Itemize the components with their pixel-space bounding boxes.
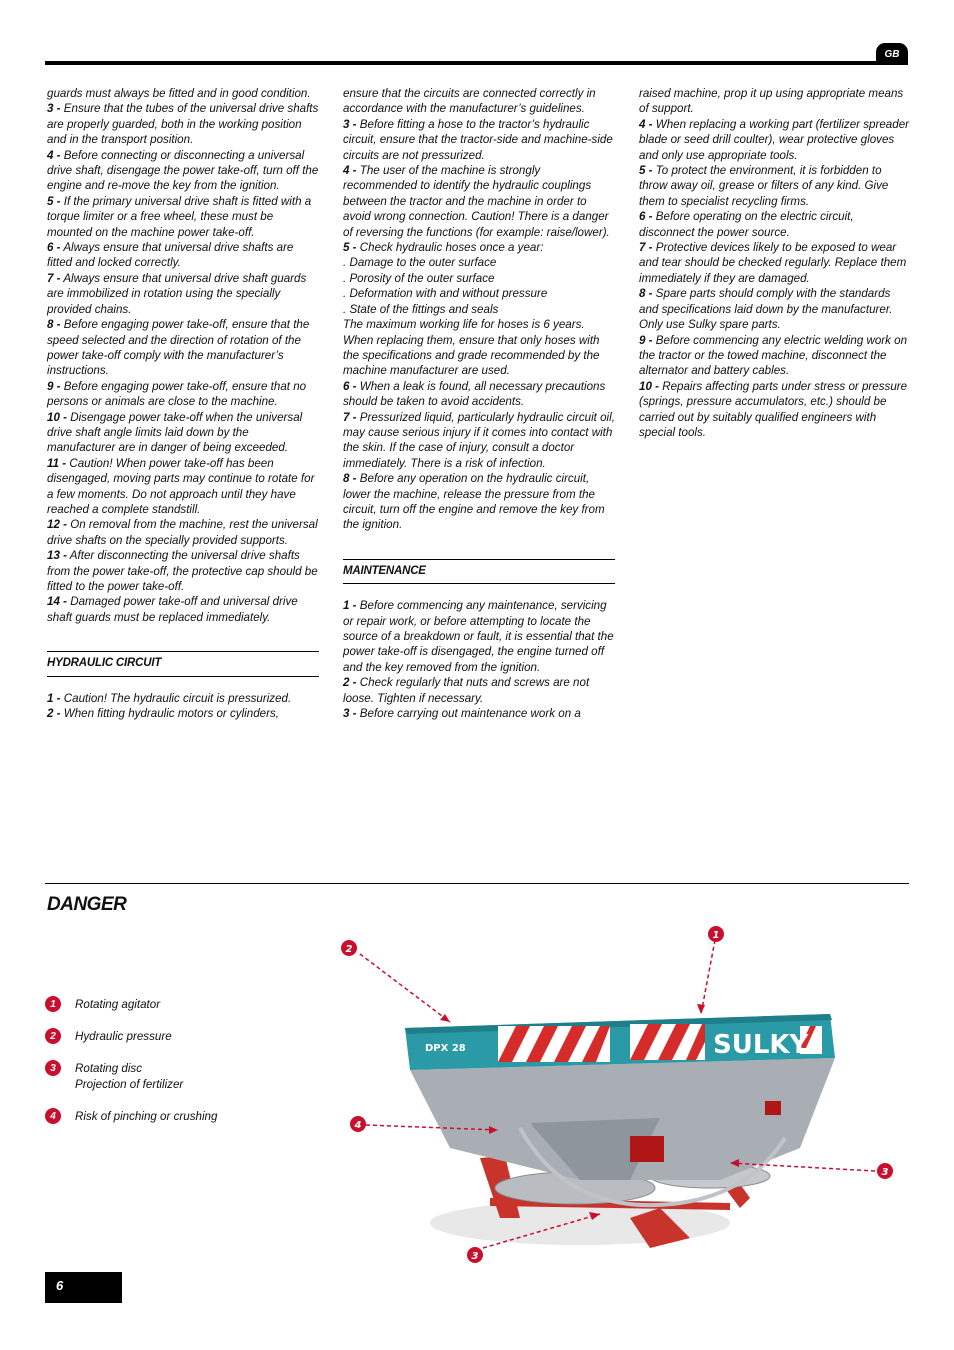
arrow-head (697, 1004, 705, 1014)
item-number: 8 - (639, 287, 653, 301)
paragraph (639, 117, 911, 163)
paragraph (47, 548, 319, 594)
item-number: 3 - (343, 117, 357, 131)
item-text: ensure that the circuits are connected correctly in accordance with the manufacturer’s guidelines. (343, 87, 596, 116)
item-text: Damaged power take-off and universal drive shaft guards must be replaced immediately. (47, 595, 298, 624)
item-number: 4 - (639, 117, 653, 131)
item-number: 1 - (343, 599, 357, 613)
paragraph (639, 163, 911, 209)
col3-items (639, 86, 911, 440)
item-text: Repairs affecting parts under stress or pressure (springs, pressure accumulators, etc.) should be carried out by suitably qualified engineers with special tools. (639, 379, 908, 439)
danger-rule (45, 883, 909, 884)
item-text: Check hydraulic hoses once a year: (359, 241, 544, 255)
paragraph (343, 317, 615, 379)
item-text: Disengage power take-off when the universal drive shaft angle limits laid down by the manufacturer are in danger of being exceeded. (47, 410, 303, 455)
legend-text: Hydraulic pressure (75, 1030, 172, 1043)
paragraph (639, 379, 911, 441)
item-text: If the primary universal drive shaft is fitted with a torque limiter or a free wheel, these must be mounted on the machine power take-off. (47, 194, 312, 239)
column-2 (343, 86, 615, 721)
paragraph (47, 706, 319, 721)
paragraph (343, 471, 615, 533)
paragraph (47, 317, 319, 379)
item-text: Pressurized liquid, particularly hydraulic circuit oil, may cause serious injury if it comes into contact with the skin. If the case of injury, consult a doctor immediately. There is a risk of infection. (343, 410, 615, 470)
brand-logo: SULKY (713, 1030, 809, 1060)
column-1 (47, 86, 319, 721)
item-text: . State of the fittings and seals (343, 302, 499, 316)
callout-number: 3 (471, 1251, 479, 1262)
paragraph (639, 209, 911, 240)
item-text: . Porosity of the outer surface (343, 271, 495, 285)
paragraph (343, 86, 615, 117)
paragraph (343, 706, 615, 721)
paragraph (343, 302, 615, 317)
item-text: Always ensure that universal drive shaft guards are immobilized in rotation using the specially provided chains. (47, 271, 307, 316)
item-number: 2 - (47, 707, 61, 721)
legend-text: Risk of pinching or crushing (75, 1110, 218, 1123)
paragraph (343, 255, 615, 270)
item-text: guards must always be fitted and in good condition. (47, 87, 311, 100)
legend-text: Rotating agitator (75, 998, 161, 1011)
item-text: raised machine, prop it up using appropriate means of support. (639, 87, 904, 116)
callout-number: 3 (881, 1167, 889, 1178)
paragraph (47, 456, 319, 518)
paragraph (47, 410, 319, 456)
paragraph (639, 286, 911, 332)
paragraph (343, 410, 615, 472)
item-number: 4 - (343, 164, 357, 178)
col1-items (47, 86, 319, 625)
item-text: Before carrying out maintenance work on a (359, 707, 581, 721)
paragraph (343, 271, 615, 286)
item-text: Before any operation on the hydraulic circuit, lower the machine, release the pressure from the circuit, turn off the engine and remove the key from the ignition. (343, 472, 605, 532)
item-number: 6 - (343, 379, 357, 393)
item-text: After disconnecting the universal drive shafts from the power take-off, the protective cap should be fitted to the power take-off. (47, 549, 318, 593)
item-number: 13 - (47, 549, 67, 563)
paragraph (343, 117, 615, 163)
item-text: When replacing a working part (fertilizer spreader blade or seed drill coulter), wear protective gloves and only use appropriate tools. (639, 117, 910, 162)
legend-text: Rotating disc (75, 1062, 143, 1075)
callout-line (360, 954, 450, 1022)
paragraph (47, 148, 319, 194)
callout-line (701, 940, 715, 1014)
item-number: 9 - (47, 379, 61, 393)
model-label: DPX 28 (425, 1043, 466, 1054)
number-badge: 4 (45, 1108, 61, 1124)
tail-light (765, 1101, 781, 1115)
paragraph (47, 86, 319, 101)
item-text: Before connecting or disconnecting a universal drive shaft, disengage the power take-off, turn off the engine and re-move the key from the ignition. (47, 148, 319, 193)
item-text: . Damage to the outer surface (343, 256, 497, 270)
tail-light (630, 1136, 664, 1162)
item-number: 1 - (47, 691, 61, 705)
col2-items (343, 86, 615, 533)
paragraph (47, 517, 319, 548)
item-number: 8 - (47, 318, 61, 332)
paragraph (639, 86, 911, 117)
item-number: 5 - (343, 241, 357, 255)
number-badge: 1 (45, 996, 61, 1012)
item-text: When a leak is found, all necessary precautions should be taken to avoid accidents. (343, 379, 606, 409)
warning-panel-left (498, 1026, 610, 1062)
paragraph (47, 240, 319, 271)
legend-text-2: Projection of fertilizer (75, 1078, 184, 1091)
spreader-illustration (330, 918, 910, 1270)
paragraph (47, 691, 319, 706)
warning-panel-right (630, 1024, 705, 1060)
paragraph (47, 379, 319, 410)
item-number: 7 - (639, 241, 653, 255)
item-text: Before engaging power take-off, ensure that the speed selected and the direction of rotation of the power take-off comply with the manufacturer’s instructions. (47, 318, 310, 378)
paragraph (343, 163, 615, 240)
item-number: 10 - (47, 410, 67, 424)
paragraph (639, 333, 911, 379)
item-number: 7 - (343, 410, 357, 424)
item-text: The maximum working life for hoses is 6 years. When replacing them, ensure that only hoses with the specifications and grade recommended by the machine manufacturer are used. (343, 318, 600, 378)
column-3 (639, 86, 911, 440)
section-heading-hydraulic: HYDRAULIC CIRCUIT (47, 651, 319, 676)
page-number-box (45, 1272, 122, 1303)
item-number: 3 - (343, 707, 357, 721)
item-number: 2 - (343, 676, 357, 690)
item-text: Caution! When power take-off has been disengaged, moving parts may continue to rotate for a few moments. Do not approach until they have reached a complete standstill. (47, 456, 315, 516)
item-number: 12 - (47, 518, 67, 532)
number-badge: 2 (45, 1028, 61, 1044)
section-heading-maintenance: MAINTENANCE (343, 559, 615, 584)
callout-number: 4 (354, 1120, 362, 1131)
paragraph (47, 271, 319, 317)
paragraph (47, 594, 319, 625)
paragraph (343, 675, 615, 706)
item-text: Caution! The hydraulic circuit is pressurized. (63, 691, 292, 705)
paragraph (47, 101, 319, 147)
callout-number: 1 (712, 930, 720, 941)
paragraph (343, 240, 615, 255)
item-number: 8 - (343, 472, 357, 486)
item-number: 10 - (639, 379, 659, 393)
item-text: Before engaging power take-off, ensure that no persons or animals are close to the machine. (47, 379, 307, 409)
top-rule (45, 61, 907, 65)
item-number: 5 - (47, 194, 61, 208)
paragraph (343, 379, 615, 410)
item-text: Spare parts should comply with the standards and specifications laid down by the manufacturer. Only use Sulky spare parts. (639, 287, 893, 332)
item-number: 6 - (47, 241, 61, 255)
paragraph (639, 240, 911, 286)
item-text: Ensure that the tubes of the universal drive shafts are properly guarded, both in the working position and in the transport position. (47, 102, 319, 147)
col1-items-2 (47, 691, 319, 722)
number-badge: 3 (45, 1060, 61, 1076)
item-number: 6 - (639, 210, 653, 224)
item-text: Check regularly that nuts and screws are not loose. Tighten if necessary. (343, 676, 590, 705)
page-number: 6 (56, 1278, 64, 1293)
item-text: Before commencing any maintenance, servicing or repair work, or before attempting to locate the source of a breakdown or fault, it is essential that the power take-off is disengaged, the engine turned off and the key removed from the ignition. (343, 599, 614, 674)
item-text: To protect the environment, it is forbidden to throw away oil, grease or filters of any kind. Give them to specialist recycling firms. (639, 164, 889, 208)
item-text: . Deformation with and without pressure (343, 287, 548, 301)
col2-items-2 (343, 598, 615, 721)
item-text: Before commencing any electric welding work on the tractor or the towed machine, disconnect the alternator and battery cables. (639, 333, 908, 378)
paragraph (343, 598, 615, 675)
item-number: 3 - (47, 102, 61, 116)
item-text: When fitting hydraulic motors or cylinders, (63, 707, 279, 721)
danger-title: DANGER (47, 894, 127, 915)
item-number: 14 - (47, 595, 67, 609)
paragraph (343, 286, 615, 301)
paragraph (47, 194, 319, 240)
item-text: On removal from the machine, rest the universal drive shafts on the specially provided supports. (47, 518, 318, 547)
item-text: Protective devices likely to be exposed to wear and tear should be checked regularly. Replace them immediately if they are damaged. (639, 241, 907, 285)
language-tab: GB (876, 43, 908, 65)
callout-number: 2 (345, 944, 353, 955)
item-text: Always ensure that universal drive shafts are fitted and locked correctly. (47, 241, 294, 270)
item-number: 9 - (639, 333, 653, 347)
item-number: 4 - (47, 148, 61, 162)
item-text: Before fitting a hose to the tractor’s hydraulic circuit, ensure that the tractor-side and machine-side circuits are not pressurized. (343, 117, 613, 162)
item-number: 5 - (639, 164, 653, 178)
item-text: Before operating on the electric circuit, disconnect the power source. (639, 210, 854, 239)
item-number: 11 - (47, 456, 67, 470)
item-number: 7 - (47, 271, 61, 285)
item-text: The user of the machine is strongly recommended to identify the hydraulic couplings between the tractor and the machine in order to avoid wrong connection. Caution! There is a danger of reversing the functions (for example: raise/lower). (343, 164, 610, 239)
